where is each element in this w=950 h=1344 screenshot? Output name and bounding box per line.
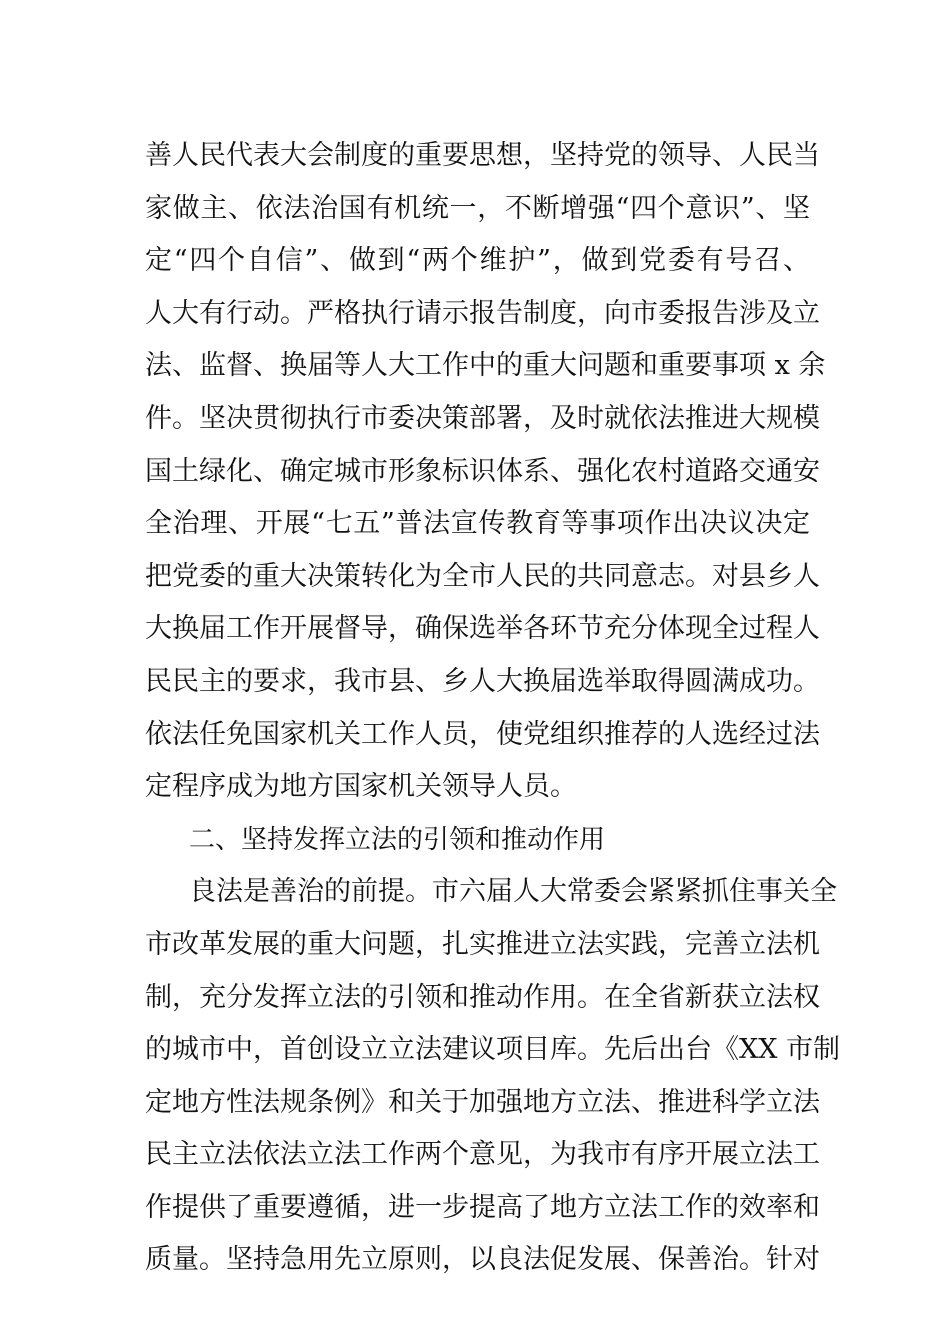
text-line: 作提供了重要遵循，进一步提高了地方立法工作的效率和 <box>145 1191 820 1223</box>
text-line: 国土绿化、确定城市形象标识体系、强化农村道路交通安 <box>145 455 820 487</box>
text-line: 制，充分发挥立法的引领和推动作用。在全省新获立法权 <box>145 981 820 1013</box>
text-line: 质量。坚持急用先立原则，以良法促发展、保善治。针对 <box>145 1244 820 1276</box>
text-line: 民民主的要求，我市县、乡人大换届选举取得圆满成功。 <box>145 665 820 697</box>
text-line: 全治理、开展“七五”普法宣传教育等事项作出决议决定 <box>145 508 810 540</box>
text-line: 人大有行动。严格执行请示报告制度，向市委报告涉及立 <box>145 297 820 329</box>
text-line: 件。坚决贯彻执行市委决策部署，及时就依法推进大规模 <box>145 402 820 434</box>
text-line: 的城市中，首创设立立法建议项目库。先后出台《XX 市制 <box>145 1034 841 1066</box>
section-heading: 二、坚持发挥立法的引领和推动作用 <box>189 824 606 855</box>
text-line: 大换届工作开展督导，确保选举各环节充分体现全过程人 <box>145 613 820 645</box>
text-line: 市改革发展的重大问题，扎实推进立法实践，完善立法机 <box>145 928 820 960</box>
text-line: 民主立法依法立法工作两个意见，为我市有序开展立法工 <box>145 1139 820 1171</box>
text-line: 家做主、依法治国有机统一，不断增强“四个意识”、坚 <box>145 192 810 224</box>
text-line: 法、监督、换届等人大工作中的重大问题和重要事项 x 余 <box>145 350 826 382</box>
text-line: 良法是善治的前提。市六届人大常委会紧紧抓住事关全 <box>189 876 837 908</box>
text-line: 定地方性法规条例》和关于加强地方立法、推进科学立法 <box>145 1086 820 1118</box>
text-line: 定“四个自信”、做到“两个维护”，做到党委有号召、 <box>145 245 810 277</box>
text-line: 定程序成为地方国家机关领导人员。 <box>145 771 577 803</box>
text-line: 把党委的重大决策转化为全市人民的共同意志。对县乡人 <box>145 560 820 592</box>
text-line: 依法任免国家机关工作人员，使党组织推荐的人选经过法 <box>145 718 820 750</box>
text-line: 善人民代表大会制度的重要思想，坚持党的领导、人民当 <box>145 140 820 171</box>
document-body <box>145 130 841 1287</box>
